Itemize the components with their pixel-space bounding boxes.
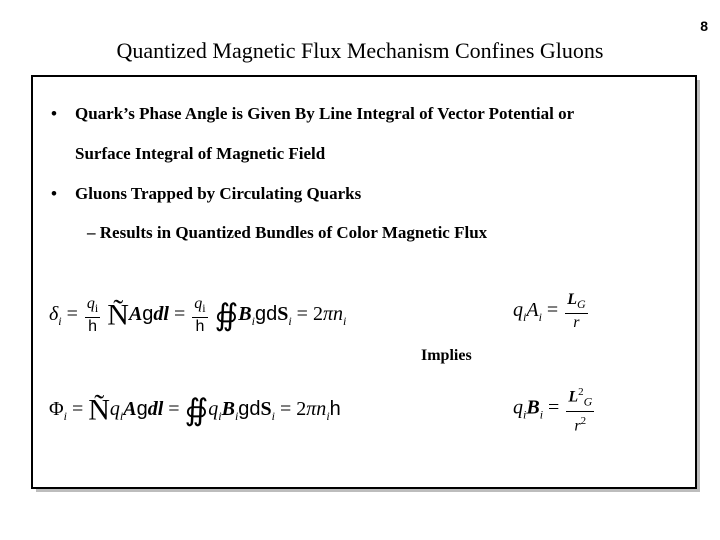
- bullet-text-line: Gluons Trapped by Circulating Quarks: [75, 184, 362, 203]
- equation-vector-potential: $q_iA_i$ = $\frac{L_G}{r}$: [513, 291, 586, 332]
- content-frame: [31, 75, 697, 489]
- implies-label: Implies: [421, 347, 472, 364]
- sub-bullet-quantized-flux: – Results in Quantized Bundles of Color Magnetic Flux: [87, 223, 488, 242]
- bullet-text-line: Quark’s Phase Angle is Given By Line Integral of Vector Potential or: [75, 104, 575, 123]
- equation-flux: $\Phi_i$ = $Ñq_iAgdl$ = $∯q_iB_igdS_i = 2\pi n_ih$: [49, 393, 341, 427]
- bullet-dot: •: [51, 104, 57, 123]
- equation-magnetic-field: $q_iB_i$ = $\frac{L^2_G}{r^2}$: [513, 383, 596, 435]
- equation-phase-angle: $\delta_i$ = $\frac{q_i}{h}$ ÑAgdl = $\frac{q_i}{h}$ $∯B_igdS_i = 2\pi n_i$: [49, 295, 347, 336]
- slide-title: Quantized Magnetic Flux Mechanism Confines Gluons: [116, 38, 604, 63]
- bullet-dot: •: [51, 184, 57, 203]
- page-number: 8: [700, 18, 708, 34]
- bullet-text-line: Surface Integral of Magnetic Field: [75, 144, 326, 163]
